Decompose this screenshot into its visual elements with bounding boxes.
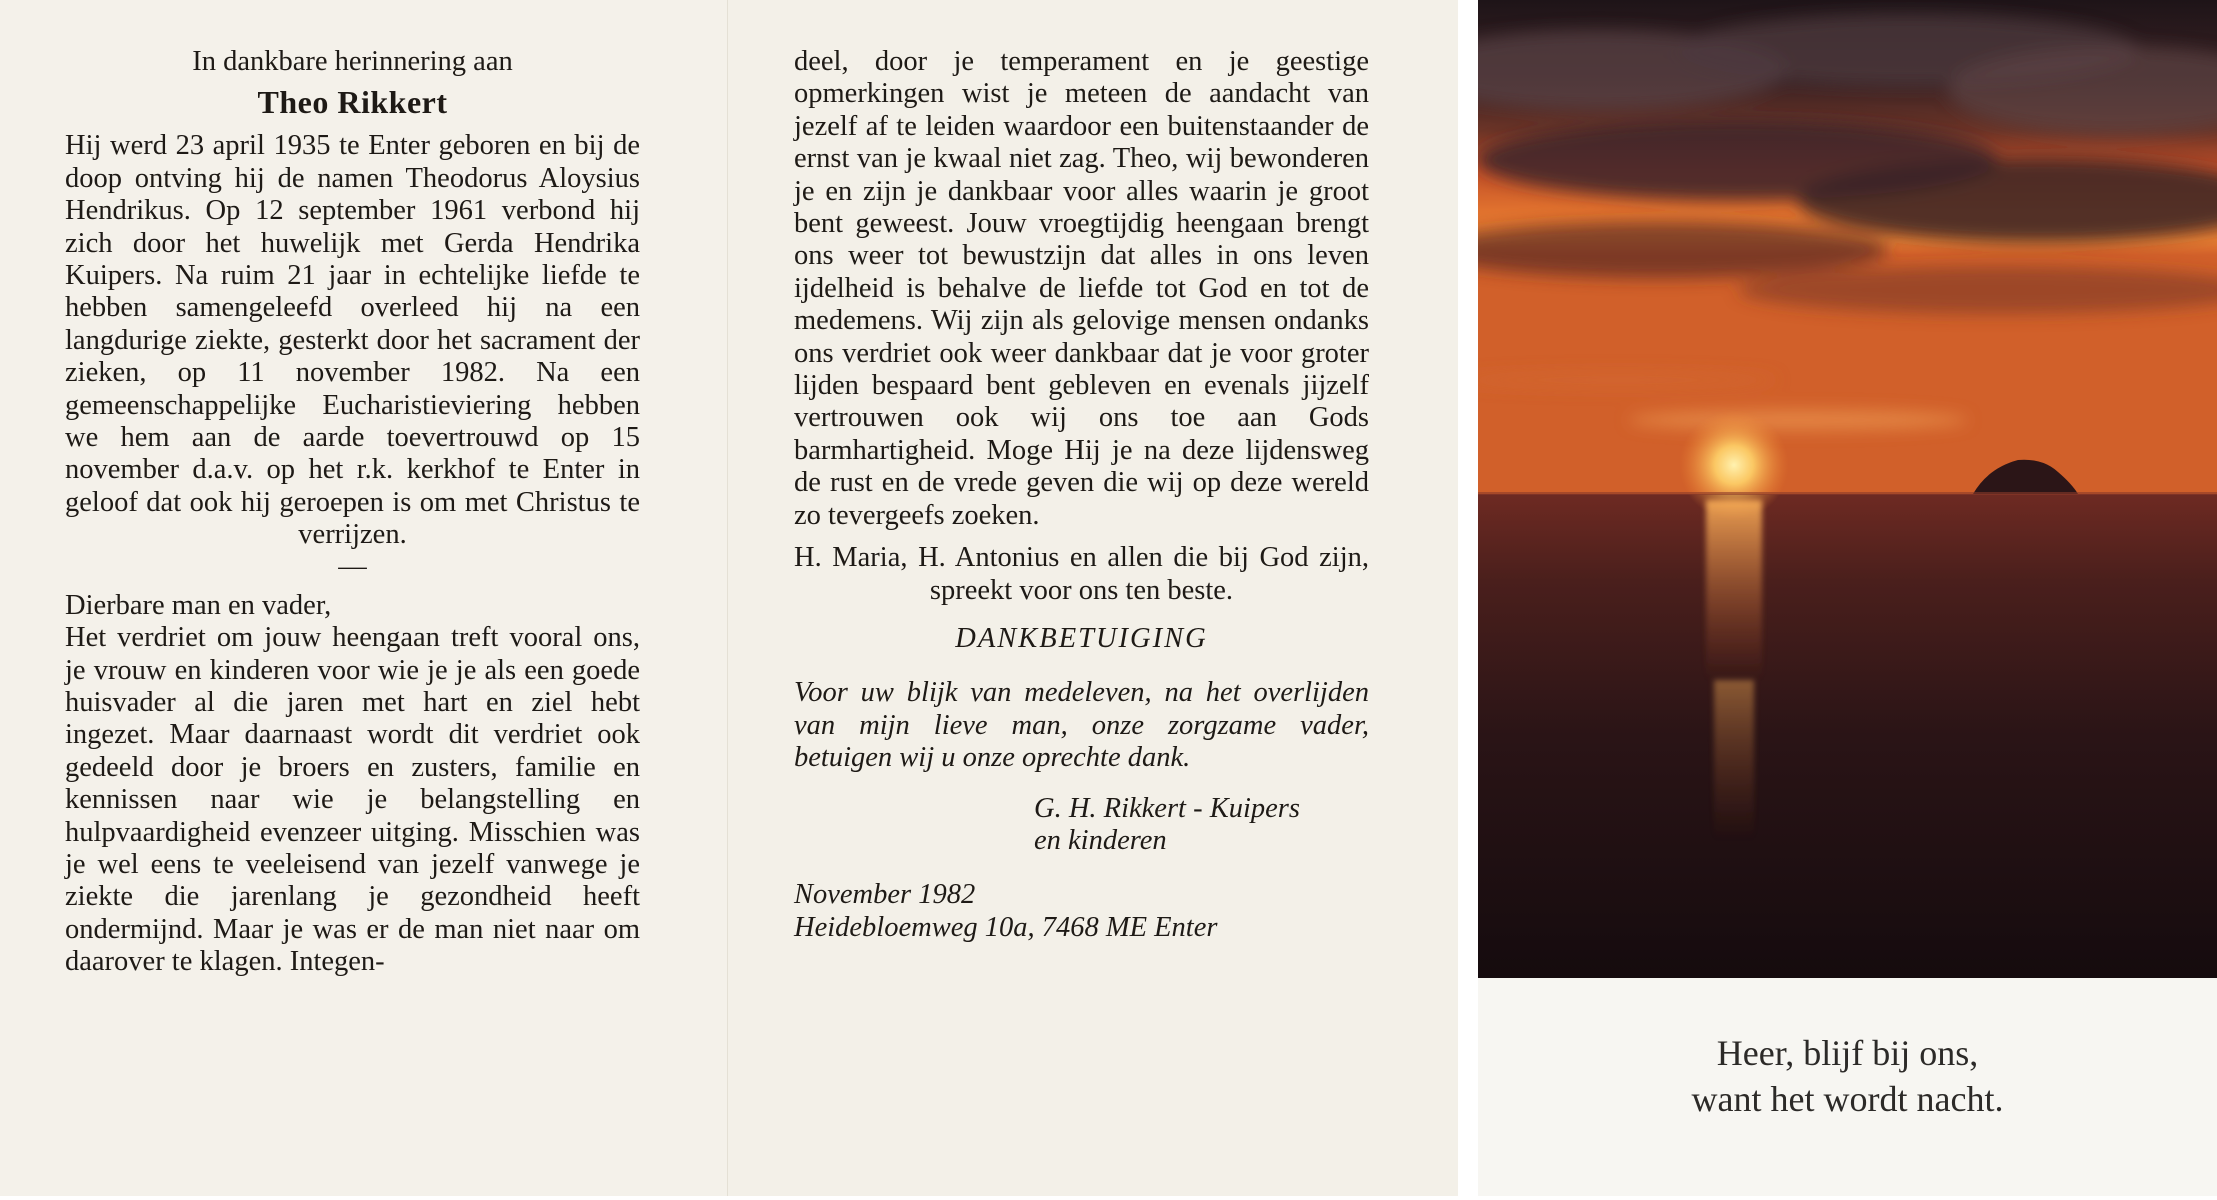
signature-name: G. H. Rikkert - Kuipers bbox=[1034, 792, 1300, 824]
thanks-heading: DANKBETUIGING bbox=[955, 622, 1208, 654]
sunset-photo bbox=[1478, 0, 2217, 978]
prayer-paragraph: H. Maria, H. Antonius en allen die bij God zijn, spreekt voor ons ten beste. bbox=[794, 542, 1369, 606]
verse-line-1: Heer, blijf bij ons, bbox=[1716, 1033, 1979, 1073]
date-address-block bbox=[794, 879, 1369, 944]
middle-text-column bbox=[794, 46, 1369, 944]
intro-line: In dankbare herinnering aan bbox=[192, 46, 513, 77]
section-divider: — bbox=[338, 550, 367, 582]
signature-family: en kinderen bbox=[1034, 824, 1167, 856]
signature-block bbox=[794, 793, 1369, 858]
letter-paragraph: Het verdriet om jouw heengaan treft vooral ons, je vrouw en kinderen voor wie je je als een goede huisvader al die jaren met hart en ziel hebt ingezet. Maar daarnaast wordt dit verdriet ook gedeeld door je broers en zusters, familie en kennissen naar wie je belangstelling en hulpvaardigheid evenzeer uitging. Misschien was je wel eens te veeleisend van jezelf vanwege je ziekte die jarenlang je gezondheid heeft ondermijnd. Maar je was er de man niet naar om daarover te klagen. Integen- bbox=[65, 622, 640, 978]
biography-paragraph: Hij werd 23 april 1935 te Enter geboren en bij de doop ontving hij de namen Theodorus Aloysius Hendrikus. Op 12 september 1961 verbond hij zich door het huwelijk met Gerda Hendrika Kuipers. Na ruim 21 jaar in echtelijke liefde te hebben samengeleefd overleed hij na een langdurige ziekte, gesterkt door het sacrament der zieken, op 11 november 1982. Na een gemeenschappelijke Eucharistieviering hebben we hem aan de aarde toevertrouwd op 15 november d.a.v. op het r.k. kerkhof te Enter in geloof dat ook hij geroepen is om met Christus te verrijzen. bbox=[65, 130, 640, 551]
date-line: November 1982 bbox=[794, 879, 976, 911]
verse-caption bbox=[1478, 1030, 2217, 1122]
deceased-name: Theo Rikkert bbox=[257, 84, 448, 121]
letter-continued-paragraph: deel, door je temperament en je geestige opmerkingen wist je meteen de aandacht van jezelf af te leiden waardoor een buitenstaander de ernst van je kwaal niet zag. Theo, wij bewonderen je en zijn je dankbaar voor alles waarin je groot bent geweest. Jouw vroegtijdig heengaan brengt ons weer tot bewustzijn dat alles in ons leven ijdelheid is behalve de liefde tot God en tot de medemens. Wij zijn als gelovige mensen ondanks ons verdriet ook weer dankbaar dat je voor groter lijden bespaard bent gebleven en evenals jijzelf vertrouwen ook wij ons toe aan Gods barmhartigheid. Moge Hij je na deze lijdensweg de rust en de vrede geven die wij op deze wereld zo tevergeefs zoeken. bbox=[794, 46, 1369, 531]
salutation-line: Dierbare man en vader, bbox=[65, 589, 332, 621]
sun-reflection bbox=[1706, 500, 1762, 840]
panel-gap bbox=[1458, 0, 1478, 1200]
sea-gradient bbox=[1478, 494, 2217, 978]
card-left-panel bbox=[0, 0, 728, 1196]
card-middle-panel bbox=[728, 0, 1458, 1196]
thanks-paragraph: Voor uw blijk van medeleven, na het overlijden van mijn lieve man, onze zorgzame vader, betuigen wij u onze oprechte dank. bbox=[794, 677, 1369, 774]
verse-line-2: want het wordt nacht. bbox=[1691, 1079, 2004, 1119]
address-line: Heidebloemweg 10a, 7468 ME Enter bbox=[794, 911, 1218, 943]
left-text-column bbox=[65, 46, 640, 979]
